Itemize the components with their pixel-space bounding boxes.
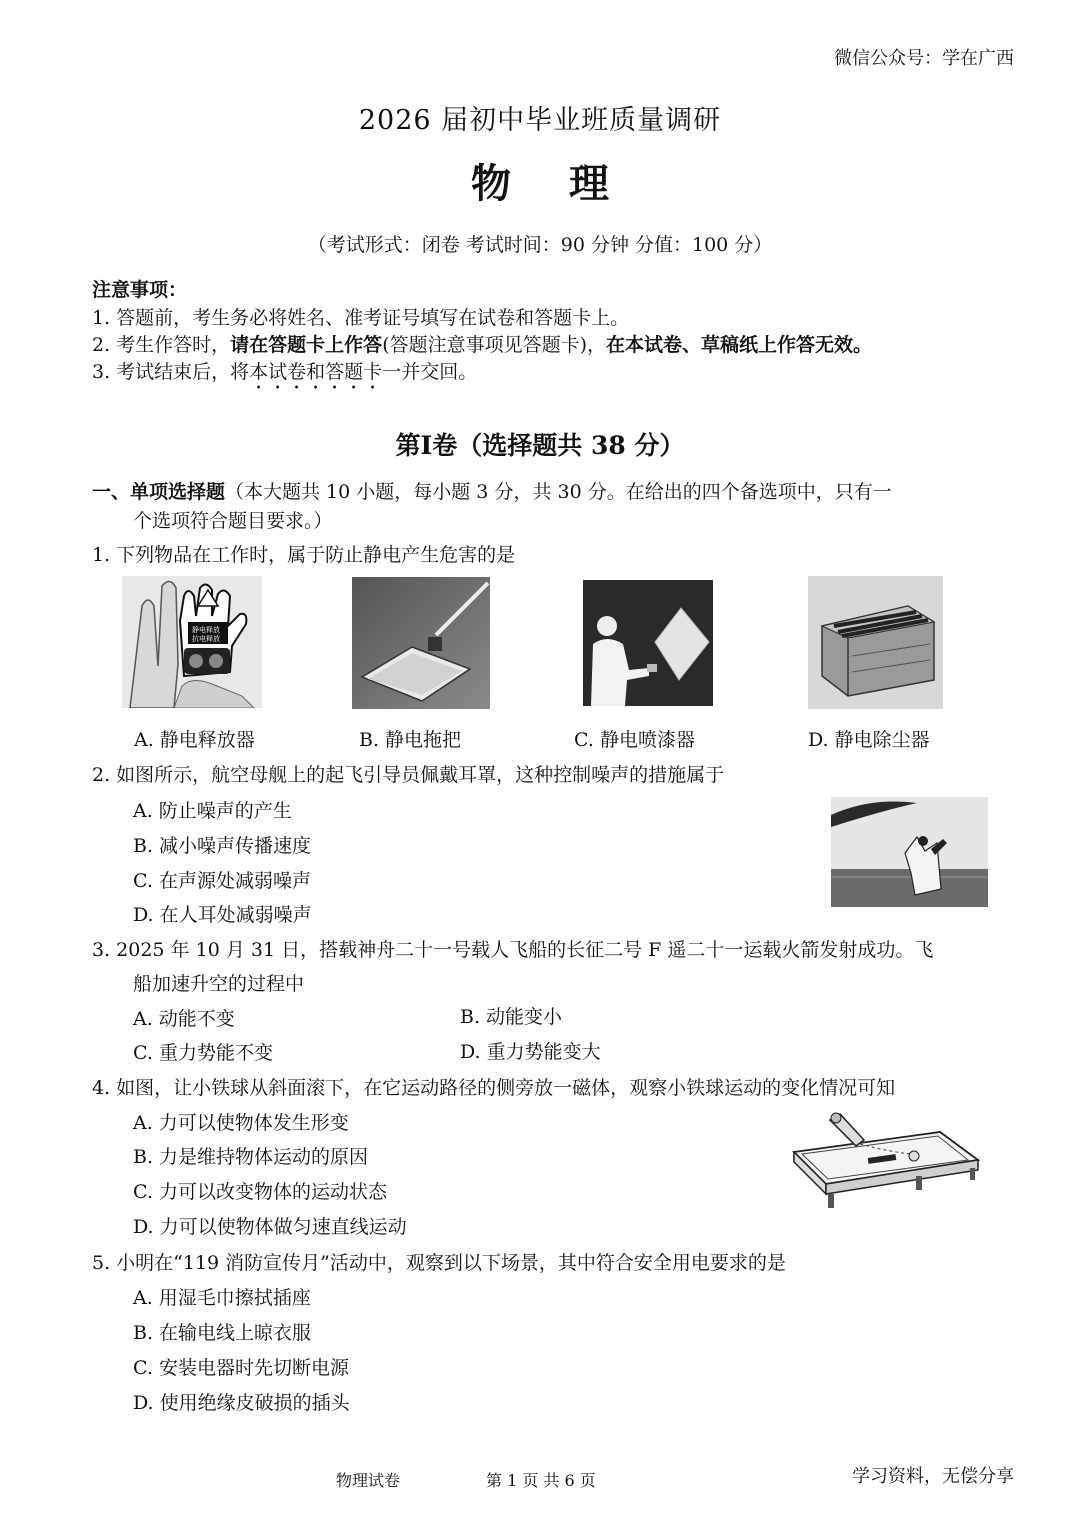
- exam-title: 2026 届初中毕业班质量调研: [358, 105, 722, 136]
- q1-image-c: [583, 580, 713, 706]
- q3-option-d: D. 重力势能变大: [460, 1041, 601, 1063]
- q4-option-a: A. 力可以使物体发生形变: [133, 1112, 349, 1134]
- part1-heading: 一、单项选择题: [92, 481, 226, 503]
- subject-title: 物 理: [471, 160, 631, 207]
- q2-image: [831, 797, 988, 907]
- notice-item-1: 1. 答题前，考生务必将姓名、准考证号填写在试卷和答题卡上。: [92, 307, 630, 329]
- q4-stem: 4. 如图，让小铁球从斜面滚下，在它运动路径的侧旁放一磁体，观察小铁球运动的变化情况可知: [92, 1077, 896, 1099]
- q1-image-b: [352, 577, 490, 709]
- q1-caption-b: B. 静电拖把: [359, 729, 462, 751]
- notice-item-3-b: 本试卷和答题卡: [249, 361, 383, 383]
- part1-heading-line: [92, 477, 892, 504]
- notice-item-3: [92, 357, 477, 394]
- dust-remover-icon: [808, 576, 943, 709]
- q1-stem: 1. 下列物品在工作时，属于防止静电产生危害的是: [92, 544, 516, 566]
- watermark-top: 微信公众号：学在广西: [834, 48, 1014, 69]
- q3-option-a: A. 动能不变: [133, 1008, 235, 1030]
- notice-item-2-b: 请在答题卡上作答: [230, 334, 383, 356]
- q4-option-c: C. 力可以改变物体的运动状态: [133, 1181, 387, 1203]
- q2-option-b: B. 减小噪声传播速度: [133, 835, 312, 857]
- q1-caption-a: A. 静电释放器: [134, 729, 255, 751]
- footer-page: 第 1 页 共 6 页: [486, 1471, 596, 1490]
- glove-label: 静电释放 抗电释放: [192, 626, 220, 643]
- q3-stem-2: 船加速升空的过程中: [133, 973, 305, 995]
- footer-right: 学习资料，无偿分享: [852, 1466, 1014, 1487]
- q5-option-b: B. 在输电线上晾衣服: [133, 1322, 312, 1344]
- q1-image-d: [808, 576, 943, 709]
- notice-item-2-a: 2. 考生作答时，: [92, 334, 231, 356]
- carrier-deck-icon: [831, 797, 988, 907]
- section-title: 第Ⅰ卷（选择题共 38 分）: [395, 431, 685, 460]
- q5-stem: 5. 小明在“119 消防宣传月”活动中，观察到以下场景，其中符合安全用电要求的是: [92, 1252, 786, 1274]
- q3-option-c: C. 重力势能不变: [133, 1042, 273, 1064]
- q1-caption-d: D. 静电除尘器: [808, 729, 930, 751]
- notice-item-2-d: 在本试卷、草稿纸上作答无效。: [606, 334, 873, 356]
- q1-image-a: [122, 576, 262, 708]
- spray-painter-icon: [583, 580, 713, 706]
- notice-item-3-a: 3. 考试结束后，将: [92, 361, 250, 383]
- incline-magnet-icon: [790, 1110, 980, 1222]
- notice-heading: 注意事项：: [92, 279, 188, 301]
- static-mop-icon: [352, 577, 490, 709]
- q5-option-c: C. 安装电器时先切断电源: [133, 1357, 349, 1379]
- footer-left: 物理试卷: [336, 1471, 401, 1490]
- q4-option-d: D. 力可以使物体做匀速直线运动: [133, 1216, 407, 1238]
- q4-image: [790, 1110, 980, 1222]
- q2-stem: 2. 如图所示，航空母舰上的起飞引导员佩戴耳罩，这种控制噪声的措施属于: [92, 764, 725, 786]
- q2-option-d: D. 在人耳处减弱噪声: [133, 904, 312, 926]
- q4-option-b: B. 力是维持物体运动的原因: [133, 1146, 369, 1168]
- q2-option-c: C. 在声源处减弱噪声: [133, 870, 311, 892]
- notice-item-2-c: (答题注意事项见答题卡)，: [382, 334, 607, 356]
- notice-item-3-c: 一并交回。: [382, 361, 478, 383]
- q3-option-b: B. 动能变小: [460, 1006, 563, 1028]
- q5-option-d: D. 使用绝缘皮破损的插头: [133, 1392, 350, 1414]
- q5-option-a: A. 用湿毛巾擦拭插座: [133, 1287, 311, 1309]
- q3-stem-1: 3. 2025 年 10 月 31 日，搭载神舟二十一号载人飞船的长征二号 F 遥二十一运载火箭发射成功。飞: [92, 939, 934, 961]
- q2-option-a: A. 防止噪声的产生: [133, 800, 292, 822]
- exam-info: （考试形式：闭卷 考试时间：90 分钟 分值：100 分）: [307, 234, 773, 256]
- part1-desc-1: （本大题共 10 小题，每小题 3 分，共 30 分。在给出的四个备选项中，只有一: [225, 481, 892, 503]
- q1-caption-c: C. 静电喷漆器: [574, 729, 695, 751]
- notice-item-2: [92, 330, 872, 357]
- part1-desc-2: 个选项符合题目要求。）: [133, 510, 333, 532]
